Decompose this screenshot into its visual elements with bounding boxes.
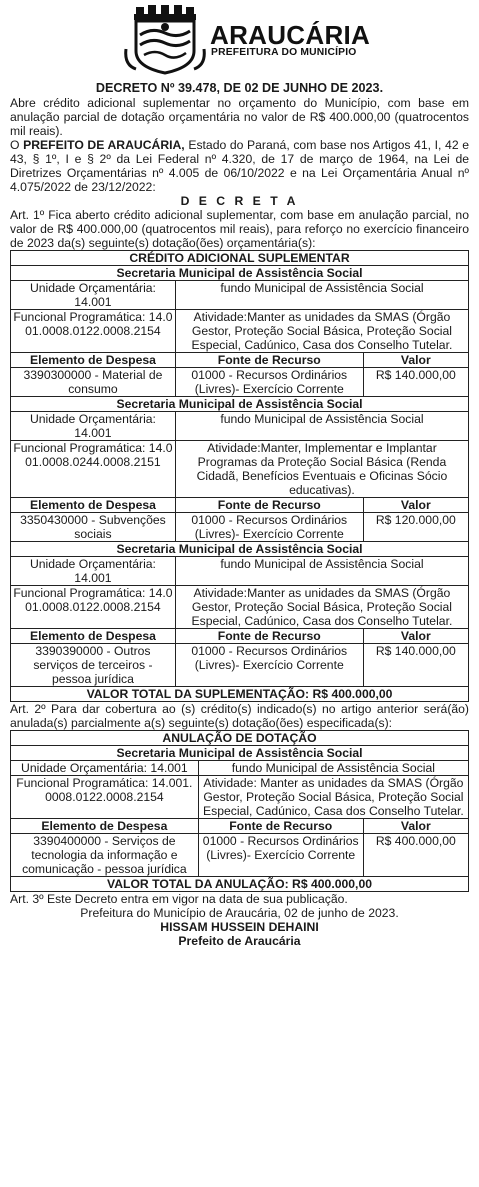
decreta-heading: D E C R E T A xyxy=(180,194,299,208)
col-fonte: Fonte de Recurso xyxy=(175,353,363,368)
credit-total: VALOR TOTAL DA SUPLEMENTAÇÃO: R$ 400.000,00 xyxy=(11,687,469,702)
article-2: Art. 2º Para dar cobertura ao (s) crédito(s) indicado(s) no artigo anterior será(ão) anulada(s) parcialmente a(s) seguinte(s) dotação(ões) especificada(s): xyxy=(10,702,469,730)
unidade-value: fundo Municipal de Assistência Social xyxy=(175,281,468,310)
annulment-table xyxy=(10,730,469,892)
table-row xyxy=(11,644,469,687)
secretaria-heading: Secretaria Municipal de Assistência Social xyxy=(11,746,469,761)
col-elemento: Elemento de Despesa xyxy=(11,353,176,368)
secretaria-heading: Secretaria Municipal de Assistência Social xyxy=(11,397,469,412)
article-3: Art. 3º Este Decreto entra em vigor na data de sua publicação. xyxy=(10,892,348,906)
col-fonte: Fonte de Recurso xyxy=(175,629,363,644)
funcional-label: Funcional Programática: 14.001.0008.0122.0008.2154 xyxy=(11,586,176,629)
valor-cell: R$ 120.000,00 xyxy=(363,513,468,542)
article-1: Art. 1º Fica aberto crédito adicional suplementar, com base em anulação parcial, no valor de R$ 400.000,00 (quatrocentos mil reais), para reforço no exercício financeiro de 2023 da(s) seguinte(s) dotação(ões) orçamentária(s): xyxy=(10,208,469,250)
fonte-cell: 01000 - Recursos Ordinários (Livres)- Exercício Corrente xyxy=(175,513,363,542)
funcional-value: Atividade:Manter as unidades da SMAS (Órgão Gestor, Proteção Social Básica, Proteção Social Especial, Cadúnico, Casa dos Conselho Tutelar. xyxy=(175,586,468,629)
credit-table xyxy=(10,250,469,702)
valor-cell: R$ 140.000,00 xyxy=(363,644,468,687)
funcional-label: Funcional Programática: 14.001.0008.0244.0008.2151 xyxy=(11,441,176,498)
col-valor: Valor xyxy=(363,353,468,368)
elemento-cell: 3390300000 - Material de consumo xyxy=(11,368,176,397)
col-valor: Valor xyxy=(363,498,468,513)
fonte-cell: 01000 - Recursos Ordinários (Livres)- Exercício Corrente xyxy=(198,834,363,877)
unidade-value: fundo Municipal de Assistência Social xyxy=(175,557,468,586)
secretaria-heading: Secretaria Municipal de Assistência Social xyxy=(11,542,469,557)
unidade-label: Unidade Orçamentária: 14.001 xyxy=(11,761,199,776)
unidade-value: fundo Municipal de Assistência Social xyxy=(198,761,468,776)
place-date: Prefeitura do Município de Araucária, 02 de junho de 2023. xyxy=(80,906,399,920)
col-valor: Valor xyxy=(363,629,468,644)
table-row xyxy=(11,513,469,542)
credit-table-title: CRÉDITO ADICIONAL SUPLEMENTAR xyxy=(11,251,469,266)
unidade-label: Unidade Orçamentária: 14.001 xyxy=(11,281,176,310)
funcional-value: Atividade: Manter as unidades da SMAS (Órgão Gestor, Proteção Social Básica, Proteção Social Especial, Cadúnico, Casa dos Conselho Tutelar. xyxy=(198,776,468,819)
table-row xyxy=(11,368,469,397)
secretaria-heading: Secretaria Municipal de Assistência Social xyxy=(11,266,469,281)
funcional-label: Funcional Programática: 14.001.0008.0122.0008.2154 xyxy=(11,776,199,819)
valor-cell: R$ 140.000,00 xyxy=(363,368,468,397)
col-fonte: Fonte de Recurso xyxy=(198,819,363,834)
preamble-rest: Estado do Paraná, com base nos Artigos 41, I, 42 e 43, § 1º, I e § 2º da Lei Federal nº 4.320, de 17 de março de 1964, na Lei de Diretrizes Orçamentárias nº 4.005 de 06/10/2022 e na Lei Orçamentária Anual nº 4.075/2022 de 23/12/2022: xyxy=(10,138,469,194)
col-elemento: Elemento de Despesa xyxy=(11,819,199,834)
funcional-value: Atividade:Manter, Implementar e Implantar Programas da Proteção Social Básica (Renda Cidadã, Benefícios Eventuais e Oficinas Sócio educativas). xyxy=(175,441,468,498)
col-elemento: Elemento de Despesa xyxy=(11,629,176,644)
elemento-cell: 3390400000 - Serviços de tecnologia da informação e comunicação - pessoa jurídica xyxy=(11,834,199,877)
fonte-cell: 01000 - Recursos Ordinários (Livres)- Exercício Corrente xyxy=(175,644,363,687)
municipality-subtitle: PREFEITURA DO MUNICÍPIO xyxy=(211,47,357,58)
decree-title: DECRETO Nº 39.478, DE 02 DE JUNHO DE 2023. xyxy=(95,81,384,95)
col-elemento: Elemento de Despesa xyxy=(11,498,176,513)
unidade-label: Unidade Orçamentária: 14.001 xyxy=(11,412,176,441)
unidade-value: fundo Municipal de Assistência Social xyxy=(175,412,468,441)
col-fonte: Fonte de Recurso xyxy=(175,498,363,513)
preamble-lead: O xyxy=(10,138,20,152)
funcional-value: Atividade:Manter as unidades da SMAS (Órgão Gestor, Proteção Social Básica, Proteção Social Especial, Cadúnico, Casa dos Conselho Tutelar. xyxy=(175,310,468,353)
decree-summary: Abre crédito adicional suplementar no orçamento do Município, com base em anulação parcial de dotação orçamentária no valor de R$ 400.000,00 (quatrocentos mil reais). xyxy=(10,96,469,138)
unidade-label: Unidade Orçamentária: 14.001 xyxy=(11,557,176,586)
valor-cell: R$ 400.000,00 xyxy=(363,834,468,877)
preamble-bold: PREFEITO DE ARAUCÁRIA, xyxy=(23,138,185,152)
municipal-crest-icon xyxy=(122,5,208,75)
decree-preamble xyxy=(10,138,469,194)
fonte-cell: 01000 - Recursos Ordinários (Livres)- Exercício Corrente xyxy=(175,368,363,397)
funcional-label: Funcional Programática: 14.001.0008.0122.0008.2154 xyxy=(11,310,176,353)
annulment-table-title: ANULAÇÃO DE DOTAÇÃO xyxy=(11,731,469,746)
header xyxy=(10,0,469,80)
signer-name: HISSAM HUSSEIN DEHAINI xyxy=(160,920,319,934)
annulment-total: VALOR TOTAL DA ANULAÇÃO: R$ 400.000,00 xyxy=(11,877,469,892)
table-row xyxy=(11,834,469,877)
col-valor: Valor xyxy=(363,819,468,834)
signer-title: Prefeito de Araucária xyxy=(178,934,301,948)
elemento-cell: 3350430000 - Subvenções sociais xyxy=(11,513,176,542)
municipality-name: ARAUCÁRIA xyxy=(210,20,371,50)
elemento-cell: 3390390000 - Outros serviços de terceiros - pessoa jurídica xyxy=(11,644,176,687)
